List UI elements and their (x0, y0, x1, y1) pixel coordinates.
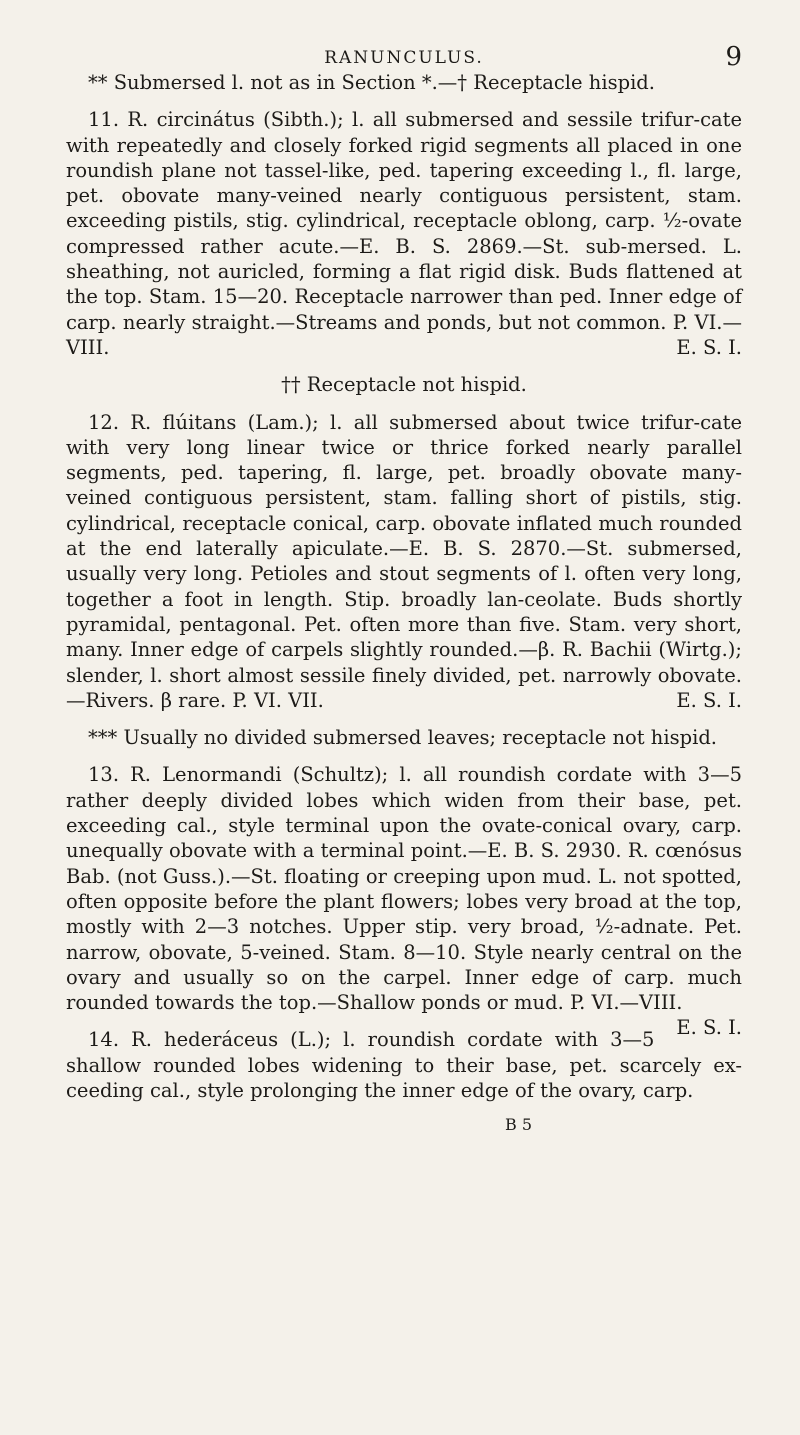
species-entry-lenormandi (66, 762, 742, 1040)
section-note-not-hispid: †† Receptacle not hispid. (281, 373, 527, 397)
species-entry-fluitans (66, 410, 742, 714)
signature-mark: B 5 (504, 1115, 532, 1135)
entry-text: 13. R. Lenormandi (Schultz); l. all roundish cordate with 3—5 rather deeply divided lobes which widen from their base, pet. exceeding cal., style terminal upon the ovate-conical ovary, carp. unequally obovate with a terminal point.—E. B. S. 2930. R. cœnósus Bab. (not Guss.).—St. floating or creeping upon mud. L. not spotted, often opposite before the plant flowers; lobes very broad at the top, mostly with 2—3 notches. Upper stip. very broad, ½-adnate. Pet. narrow, obovate, 5-veined. Stam. 8—10. Style nearly central on the ovary and usually so on the carpel. Inner edge of carp. much rounded towards the top.—Shallow ponds or mud. P. VI.—VIII. (66, 763, 742, 1015)
page-number: 9 (725, 42, 742, 72)
entry-text: 14. R. hederáceus (L.); l. roundish cordate with 3—5 shallow rounded lobes widening to their base, pet. scarcely ex-ceeding cal., style prolonging the inner edge of the ovary, carp. (66, 1028, 742, 1102)
running-head (66, 0, 742, 70)
distribution-range: E. S. I. (676, 335, 742, 359)
species-entry-hederaceus (66, 1027, 742, 1103)
distribution-range: E. S. I. (676, 688, 742, 712)
section-note-usually-no-divided: *** Usually no divided submersed leaves; receptacle not hispid. (88, 726, 717, 750)
entry-text: 12. R. flúitans (Lam.); l. all submersed about twice trifur-cate with very long linear twice or thrice forked nearly parallel segments, ped. tapering, fl. large, pet. broadly obovate many-veined contiguous persistent, stam. falling short of pistils, stig. cylindrical, receptacle conical, carp. obovate inflated much rounded at the end laterally apiculate.—E. B. S. 2870.—St. submersed, usually very long. Petioles and stout segments of l. often very long, together a foot in length. Stip. broadly lan-ceolate. Buds shortly pyramidal, pentagonal. Pet. often more than five. Stam. very short, many. Inner edge of carpels slightly rounded.—β. R. Bachii (Wirtg.); slender, l. short almost sessile finely divided, pet. narrowly obovate.—Rivers. β rare. P. VI. VII. (66, 410, 742, 712)
entry-text: 11. R. circinátus (Sibth.); l. all submersed and sessile trifur-cate with repeatedly and closely forked rigid segments all placed in one roundish plane not tassel-like, ped. tapering exceeding l., fl. large, pet. obovate many-veined nearly contiguous persistent, stam. exceeding pistils, stig. cylindrical, receptacle oblong, carp. ½-ovate compressed rather acute.—E. B. S. 2869.—St. sub-mersed. L. sheathing, not auricled, forming a flat rigid disk. Buds flattened at the top. Stam. 15—20. Receptacle narrower than ped. Inner edge of carp. nearly straight.—Streams and ponds, but not common. P. VI.—VIII. (66, 108, 742, 359)
running-title: RANUNCULUS. (324, 48, 484, 68)
section-note-submersed: ** Submersed l. not as in Section *.—† Receptacle hispid. (88, 71, 655, 94)
distribution-range: E. S. I. (676, 1016, 742, 1040)
species-entry-circinatus (66, 107, 742, 360)
